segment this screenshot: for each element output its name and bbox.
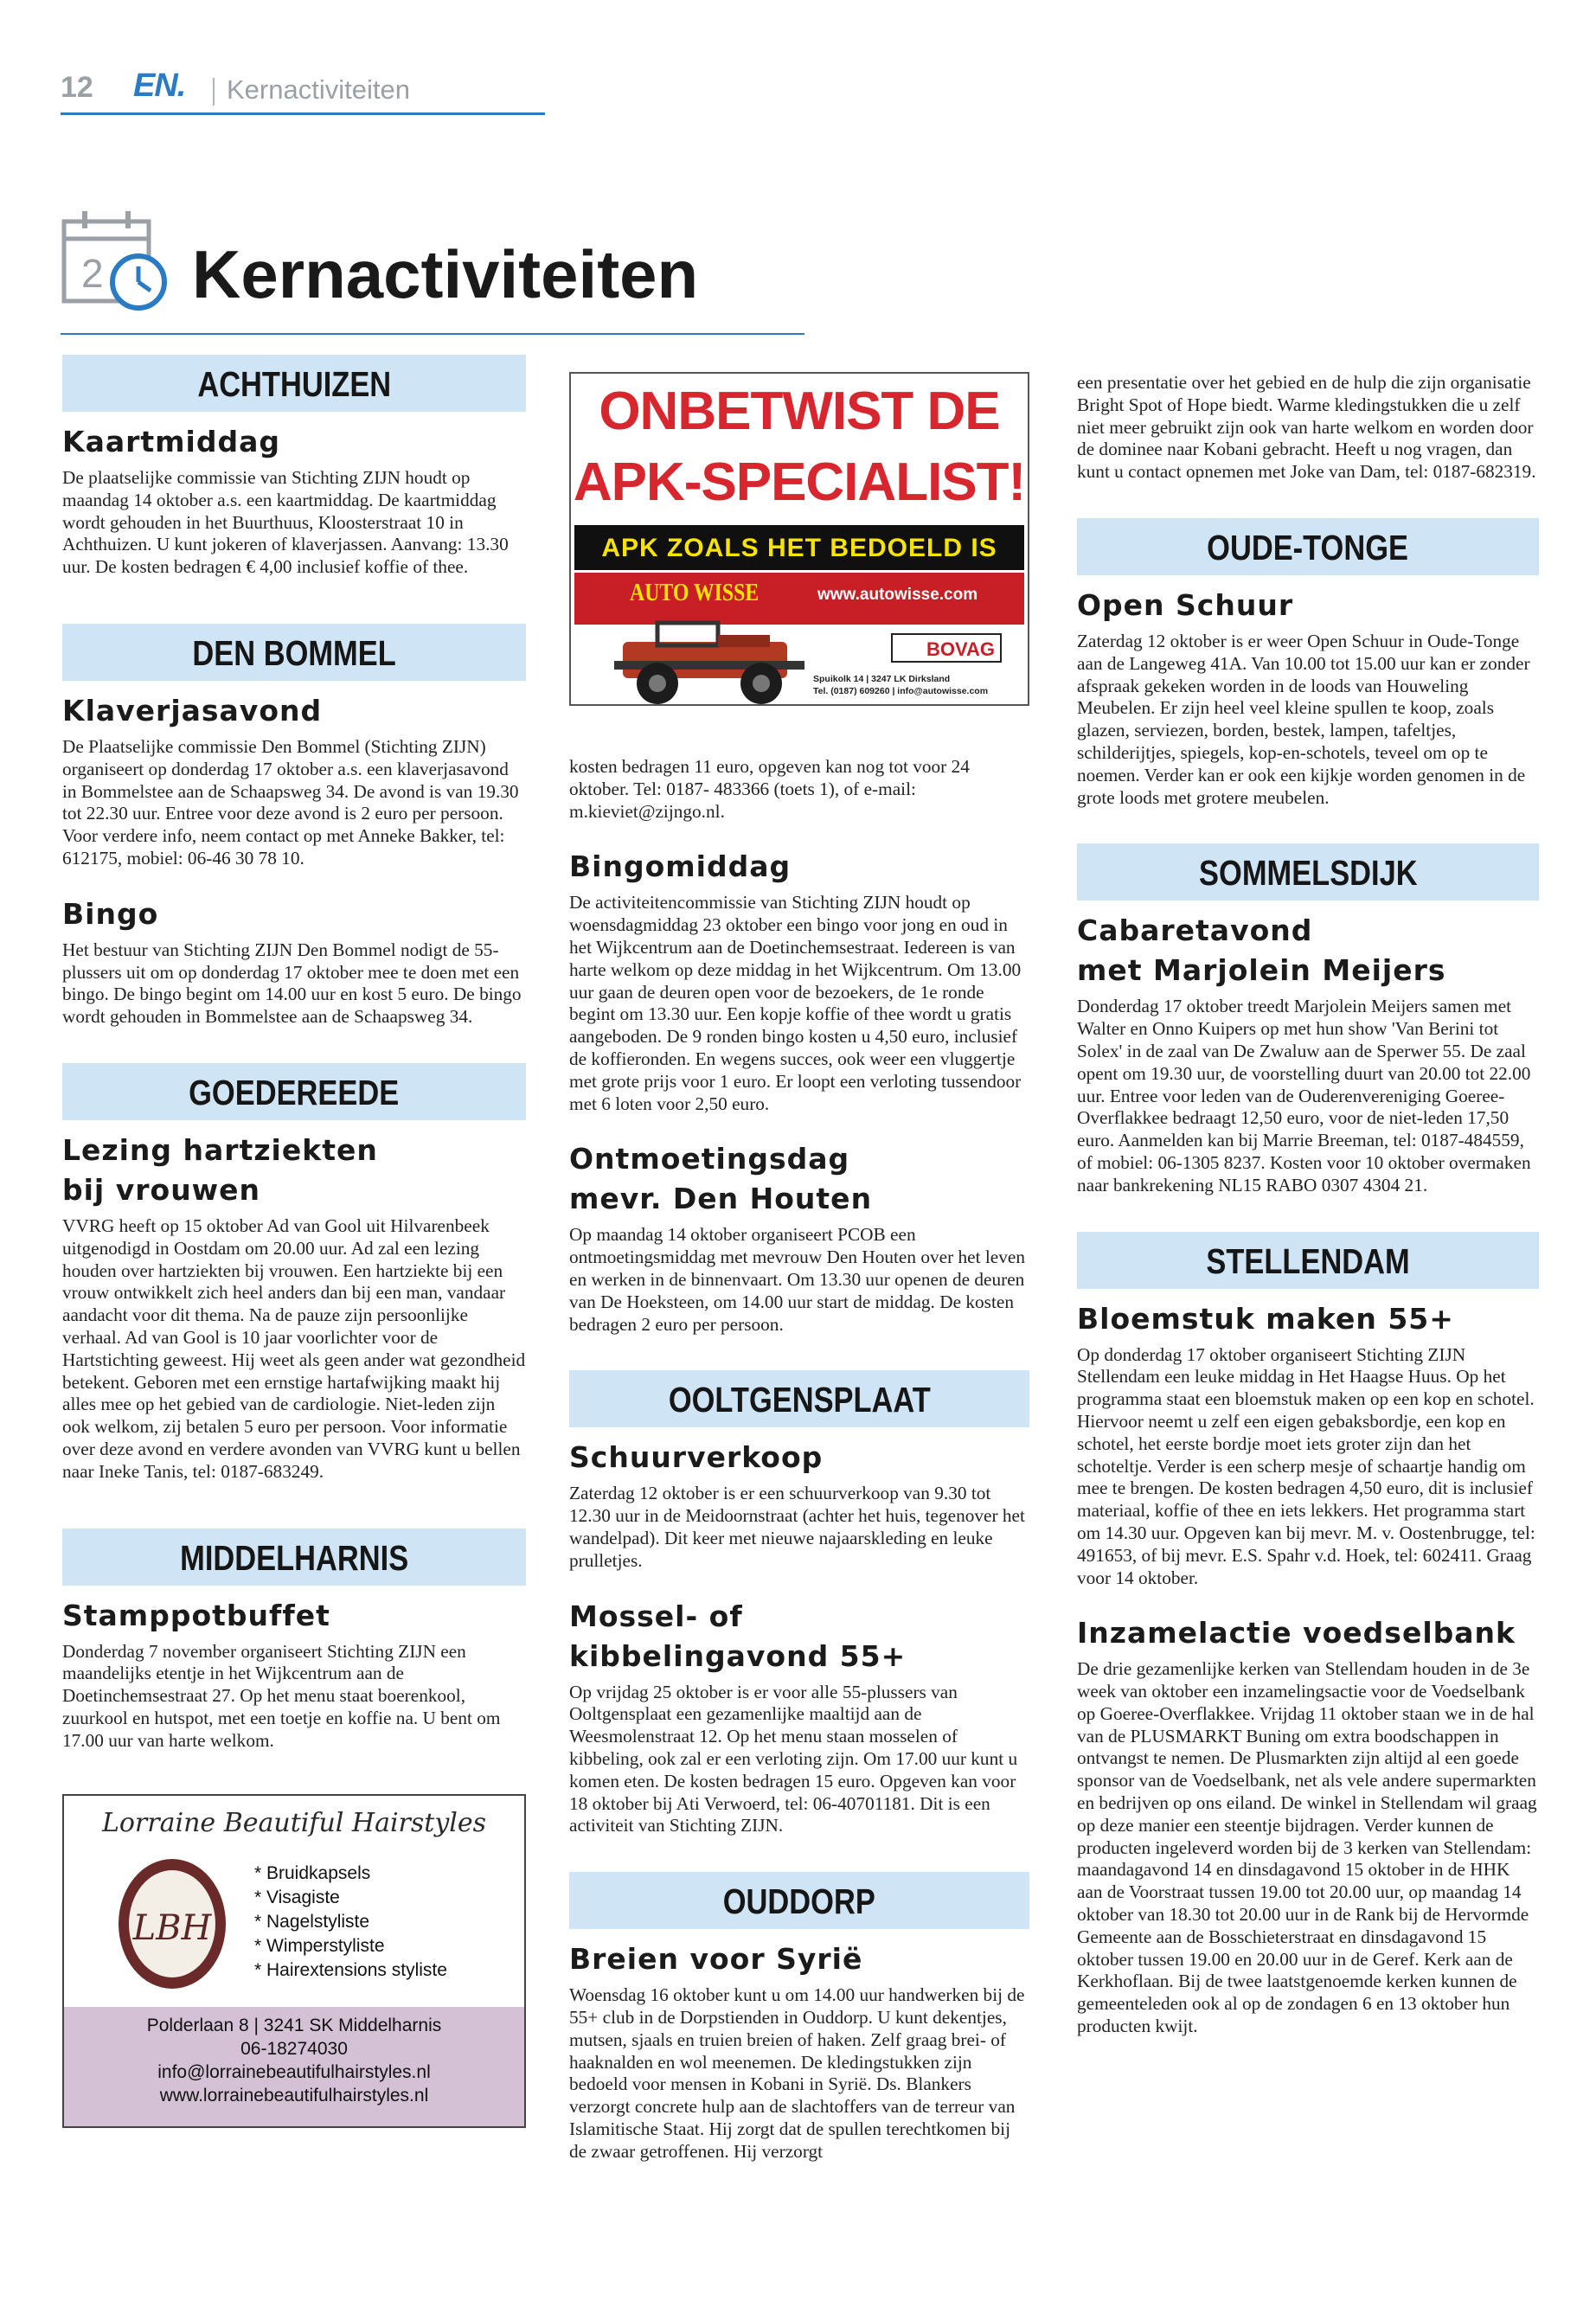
lbh-email[interactable]: info@lorrainebeautifulhairstyles.nl: [157, 2061, 431, 2082]
section-banner-stellendam: STELLENDAM: [1077, 1232, 1539, 1289]
column-1: [62, 355, 526, 2128]
lbh-logo-letters: LBH: [132, 1907, 212, 1948]
article-body-klaverjasavond: De Plaatselijke commissie Den Bommel (Stichting ZIJN) organiseert op donderdag 17 oktober a.s. een klaverjasavond in Bommelstee aan de Schaapsweg 34. De avond is van 19.30 tot 22.30 uur. Entree voor deze avond is 2 euro per persoon. Voor verdere info, neem contact op met Anneke Bakker, tel: 612175, mobiel: 06-46 30 78 10.: [62, 735, 519, 868]
page-number: 12: [61, 71, 93, 104]
section-banner-goedereede: GOEDEREEDE: [62, 1063, 526, 1120]
article-title-schuurverkoop: Schuurverkoop: [569, 1440, 824, 1475]
section-name: Kernactiviteiten: [227, 74, 410, 105]
article-title-bloemstuk: Bloemstuk maken 55+: [1077, 1301, 1454, 1336]
article-title-lezing-1: Lezing hartziekten: [62, 1132, 378, 1167]
apk-tagline: APK ZOALS HET BEDOELD IS: [574, 525, 1024, 570]
lbh-service: * Visagiste: [254, 1887, 340, 1907]
apk-headline-1: ONBETWIST DE: [599, 381, 1000, 441]
article-body-lezing: VVRG heeft op 15 oktober Ad van Gool uit Hilvarenbeek uitgenodigd in Oostdam om 20.00 uur. Ad zal een lezing houden over hartziekten bij vrouwen. Een hartziekte bij een vrouw ontwikkelt zich heel anders dan bij een man, vandaar aandacht voor dit thema. Na de pauze zijn persoonlijke verhaal. Ad van Gool is 10 jaar voorlichter voor de Hartstichting geweest. Hij weet als geen ander wat gezondheid betekent. Geboren met een ernstige hartafwijking maakt hij alles mee op het gebied van de cardiologie. Niet-leden zijn ook welkom, zij betalen 5 euro per persoon. Voor informatie over deze avond en verdere avonden van VVRG kunt u bellen naar Ineke Tanis, tel: 0187-683249.: [62, 1215, 526, 1482]
article-body-mossel: Op vrijdag 25 oktober is er voor alle 55-plussers van Ooltgensplaat een gezamenlijke maaltijd aan de Weesmolenstraat 12. Op het menu staan mosselen of kibbeling, ook zal er een verloting zijn. Om 17.00 uur kunt u komen eten. De kosten bedragen 15 euro. Opgeven kan voor 18 oktober bij Ati Verwoerd, tel: 06-40701181. Dit is een activiteit van Stichting ZIJN.: [569, 1681, 1018, 1836]
column-2: [569, 355, 1029, 2163]
lbh-logo: [116, 1856, 228, 1991]
header-divider: [213, 78, 215, 106]
article-body-breien: Woensdag 16 oktober kunt u om 14.00 uur handwerken bij de 55+ club in de Dorpstienden in Ouddorp. U kunt dekentjes, mutsen, sjaals en truien breien of haken. Zelf graag brei- of haaknalden en wol meenemen. De kledingstukken zijn bedoeld voor mensen in Kobani in Syrië. Ds. Blankers verzorgt concrete hulp aan de slachtoffers van de terreur van Islamitische Staat. Hij zorgt dat de spullen terechtkomen bij de zwaar getroffenen. Hij verzorgt: [569, 1984, 1025, 2162]
article-title-mossel-2: kibbelingavond 55+: [569, 1638, 907, 1673]
lbh-service: * Wimperstyliste: [254, 1935, 385, 1956]
lbh-name: Lorraine Beautiful Hairstyles: [101, 1807, 487, 1838]
article-title-voedselbank: Inzamelactie voedselbank: [1077, 1616, 1516, 1650]
article-title-breien: Breien voor Syrië: [569, 1942, 863, 1977]
article-body-bingomiddag: De activiteitencommissie van Stichting ZIJN houdt op woensdagmiddag 23 oktober een bingo voor jong en oud in het Wijkcentrum aan de Doetinchemsestraat. Iedereen is van harte welkom op deze middag in het Wijkcentrum. Om 13.00 uur gaan de deuren open voor de bezoekers, de 1e ronde begint om 13.30 uur. Een kopje koffie of thee wordt u gratis aangeboden. De 9 ronden bingo kosten u 4,50 euro, inclusief de koffieronden. En wegens succes, ook weer een vluggertje met grote prijs voor 1 euro. Er loopt een verloting tussendoor met 6 loten voor 2,50 euro.: [569, 892, 1022, 1114]
article-title-ontmoetingsdag-2: mevr. Den Houten: [569, 1182, 873, 1216]
lbh-services-list: [254, 1862, 447, 1983]
article-body-kaartmiddag: De plaatselijke commissie van Stichting ZIJN houdt op maandag 14 oktober a.s. een kaartmiddag. De kaartmiddag wordt gehouden in het Buurthuus, Kloosterstraat 10 in Achthuizen. U kunt jokeren of klaverjassen. Aanvang: 13.30 uur. De kosten bedragen € 4,00 inclusief koffie of thee.: [62, 467, 509, 578]
column-3: [1077, 355, 1539, 2038]
page-title: Kernactiviteiten: [192, 236, 699, 312]
lbh-website[interactable]: www.lorrainebeautifulhairstyles.nl: [159, 2085, 429, 2106]
bovag-logo: BOVAG: [891, 633, 1002, 663]
section-banner-sommelsdijk: SOMMELSDIJK: [1077, 843, 1539, 901]
jeep-illustration: [588, 616, 848, 707]
apk-brand: AUTO WISSE: [630, 580, 760, 606]
lbh-service: * Hairextensions styliste: [254, 1959, 447, 1980]
article-title-lezing-2: bij vrouwen: [62, 1172, 261, 1207]
article-body-bingo: Het bestuur van Stichting ZIJN Den Bommel nodigt de 55-plussers uit om op donderdag 17 oktober mee te doen met een bingo. De bingo begint om 14.00 uur en kost 5 euro. De bingo wordt gehouden in Bommelstee aan de Schaapsweg 34.: [62, 939, 522, 1028]
article-body-cabaret: Donderdag 17 oktober treedt Marjolein Meijers samen met Walter en Onno Kuipers op met hun show 'Van Berini tot Solex' in de zaal van De Zwaluw aan de Sperwer 55. De zaal opent om 19.30 uur, de voorstelling duurt van 20.00 tot 22.00 uur. Entree voor leden van de Ouderenvereniging Goeree-Overflakkee bedraagt 12,50 euro, voor de niet-leden 17,50 euro. Aanmelden kan bij Marrie Breeman, tel: 0187-484559, of mobiel: 06-1305 8237. Kosten voor 10 oktober overmaken naar bankrekening NL15 RABO 0307 4304 21.: [1077, 996, 1531, 1195]
article-body-ontmoetingsdag: Op maandag 14 oktober organiseert PCOB een ontmoetingsmiddag met mevrouw Den Houten over het leven en werken in de binnenvaart. Om 13.30 uur openen de deuren van De Hoeksteen, om 14.00 uur start de middag. De kosten bedragen 2 euro per persoon.: [569, 1224, 1025, 1335]
apk-address: [813, 673, 988, 697]
article-title-cabaret-2: met Marjolein Meijers: [1077, 953, 1446, 988]
article-title-kaartmiddag: Kaartmiddag: [62, 425, 280, 458]
article-title-bingo: Bingo: [62, 896, 159, 931]
apk-address-line-2: Tel. (0187) 609260 | info@autowisse.com: [813, 686, 989, 696]
lbh-contact-block: [64, 2007, 524, 2126]
lorraine-hairstyles-advert: [62, 1794, 526, 2128]
article-title-stamppotbuffet: Stamppotbuffet: [62, 1598, 330, 1632]
article-body-open-schuur: Zaterdag 12 oktober is er weer Open Schuur in Oude-Tonge aan de Langeweg 41A. Van 10.00 tot 15.00 uur kan er zonder afspraak gekeken worden in de loods van Houweling Meubelen. Er zijn heel veel kleine spullen te koop, zoals glazen, serviezen, borden, bestek, lampen, tafeltjes, schilderijtjes, spiegels, kop-en-schotels, teveel om op te noemen. Verder kan er ook een kijkje worden genomen in de grote loods met grotere meubelen.: [1077, 630, 1530, 808]
running-header: [61, 69, 545, 115]
article-body-schuurverkoop: Zaterdag 12 oktober is er een schuurverkoop van 9.30 tot 12.30 uur in de Meidoornstraat (achter het huis, tegenover het wandelpad). Dit keer met nieuwe najaarskleding en leuke prulletjes.: [569, 1483, 1025, 1571]
lbh-phone: 06-18274030: [240, 2038, 348, 2059]
article-title-ontmoetingsdag-1: Ontmoetingsdag: [569, 1142, 850, 1176]
article-body-bloemstuk: Op donderdag 17 oktober organiseert Stichting ZIJN Stellendam een leuke middag in Het Haagse Huus. Op het programma staat een bloemstuk maken op een kop en schotel. Hiervoor neemt u zelf een eigen gebaksbordje, een kop en schotel, het eerste bordje moet iets groter zijn dan het schoteltje. Verder is een scherp mesje of schaartje handig om mee te brengen. De kosten bedragen 4,50 euro, dit is inclusief materiaal, koffie of thee en iets lekkers. Het programma start om 14.30 uur. Opgeven kan bij mevr. M. v. Oostenbrugge, tel: 491653, of bij mevr. E.S. Spahr v.d. Hoek, tel: 602411. Graag voor 14 oktober.: [1077, 1343, 1535, 1588]
section-banner-middelharnis: MIDDELHARNIS: [62, 1529, 526, 1586]
auto-wisse-advert: [569, 372, 1029, 706]
article-title-open-schuur: Open Schuur: [1077, 587, 1294, 622]
lbh-service: * Bruidkapsels: [254, 1862, 371, 1883]
en-logo: EN.: [133, 67, 186, 104]
article-title-cabaret-1: Cabaretavond: [1077, 913, 1313, 948]
apk-address-line-1: Spuikolk 14 | 3247 LK Dirksland: [813, 674, 951, 684]
calendar-clock-icon: [61, 208, 173, 316]
article-body-voedselbank: De drie gezamenlijke kerken van Stellendam houden in de 3e week van oktober een inzamelingsactie voor de Voedselbank op Goeree-Overflakkee. Vrijdag 11 oktober staan we in de hal van de PLUSMARKT Buning om extra boodschappen in ontvangst te nemen. De Plusmarkten zijn altijd al een goede sponsor van de Voedselbank, net als vele andere supermarkten en bedrijven op ons eiland. De winkel in Stellendam wil graag op deze manier een steentje bijdragen. Verder kunnen de producten ingeleverd worden bij de 3 kerken van Stellendam: maandagavond 14 en dinsdagavond 15 oktober in de HHK aan de Voorstraat tussen 19.00 tot 20.00 uur, op maandag 14 oktober van 18.30 tot 20.00 uur in de Rank bij de Hervormde Gemeente aan de Bosschieterstraat en dinsdagavond 15 oktober tussen 19.00 en 20.00 uur in de Geref. Kerk aan de Kerkhoflaan. Bij de twee laatstgenoemde kerken kunnen de gemeenteleden ook al op de zondagen 6 en 13 oktober hun producten kwijt.: [1077, 1658, 1537, 2037]
section-banner-den-bommel: DEN BOMMEL: [62, 624, 526, 681]
article-body-continued: kosten bedragen 11 euro, opgeven kan nog tot voor 24 oktober. Tel: 0187- 483366 (toets 1), of e-mail: m.kieviet@zijngo.nl.: [569, 756, 970, 822]
section-banner-oude-tonge: OUDE-TONGE: [1077, 518, 1539, 575]
section-banner-ooltgensplaat: OOLTGENSPLAAT: [569, 1370, 1029, 1427]
section-banner-ouddorp: OUDDORP: [569, 1872, 1029, 1929]
article-title-mossel-1: Mossel- of: [569, 1599, 743, 1633]
calendar-digit: 2: [81, 251, 104, 296]
article-body-continued-2: een presentatie over het gebied en de hulp die zijn organisatie Bright Spot of Hope biedt. Warme kledingstukken die u zelf niet meer gebruikt zijn ook van harte welkom en worden door de dominee naar Kobani gebracht. Heeft u nog vragen, dan kunt u contact opnemen met Joke van Dam, tel: 0187-682319.: [1077, 372, 1536, 483]
article-title-klaverjasavond: Klaverjasavond: [62, 693, 323, 727]
apk-url[interactable]: www.autowisse.com: [817, 586, 978, 604]
article-title-bingomiddag: Bingomiddag: [569, 849, 792, 884]
lbh-service: * Nagelstyliste: [254, 1911, 370, 1932]
title-rule: [61, 333, 804, 335]
article-body-stamppotbuffet: Donderdag 7 november organiseert Stichting ZIJN een maandelijks etentje in het Wijkcentrum aan de Doetinchemsestraat 27. Op het menu staat boerenkool, zuurkool en hutspot, met een toetje en koffie na. U bent om 17.00 uur van harte welkom.: [62, 1640, 501, 1751]
section-banner-achthuizen: ACHTHUIZEN: [62, 355, 526, 412]
apk-headline-2: APK-SPECIALIST!: [573, 452, 1026, 512]
lbh-address: Polderlaan 8 | 3241 SK Middelharnis: [146, 2015, 442, 2035]
